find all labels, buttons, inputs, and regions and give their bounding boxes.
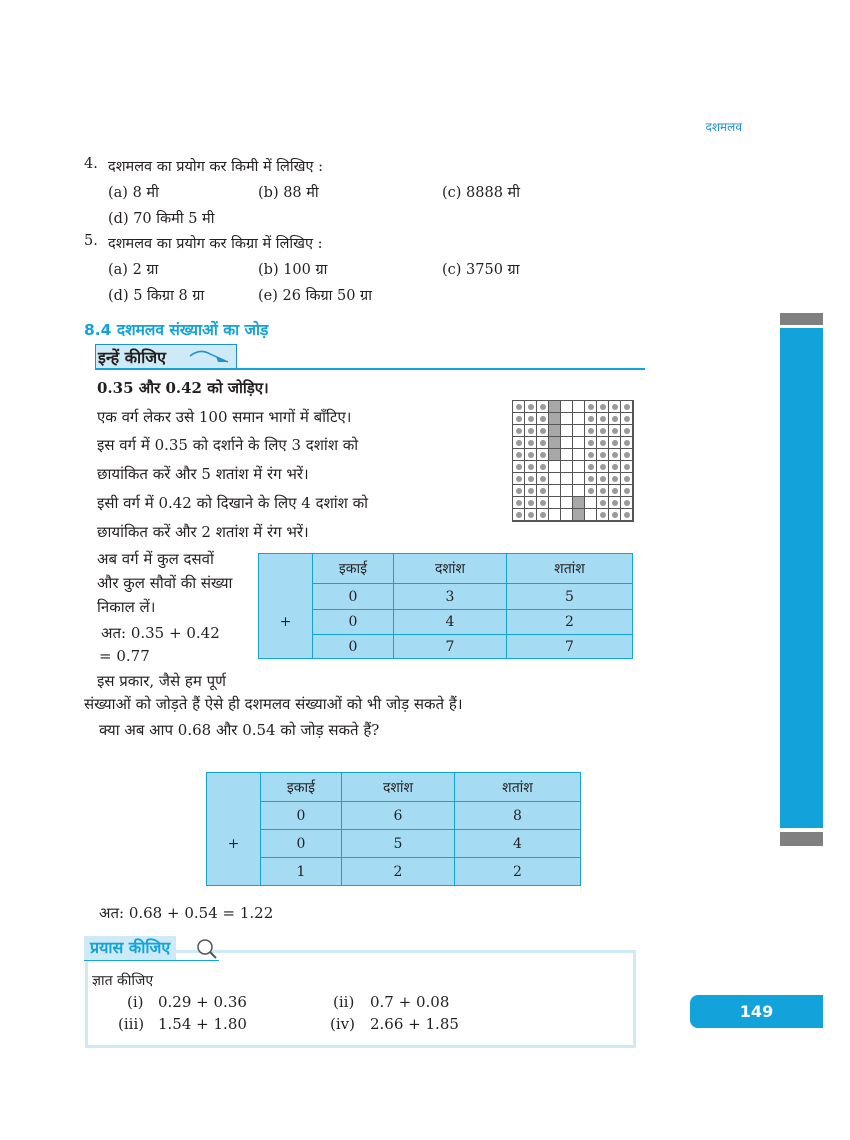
grid-cell: [585, 437, 597, 449]
table1-cell: 7: [394, 635, 507, 659]
magnifier-icon: [196, 938, 218, 960]
grid-cell: [597, 473, 609, 485]
try-item-expr: 1.54 + 1.80: [158, 1015, 247, 1033]
grid-cell: [525, 401, 537, 413]
grid-cell: [597, 449, 609, 461]
grid-cell: [573, 497, 585, 509]
grid-cell: [537, 497, 549, 509]
section-title: 8.4 दशमलव संख्याओं का जोड़: [84, 321, 269, 339]
grid-cell: [585, 497, 597, 509]
grid-cell: [561, 413, 573, 425]
table2-cell: 2: [455, 858, 581, 886]
grid-cell: [537, 437, 549, 449]
grid-cell: [621, 401, 633, 413]
grid-cell: [597, 497, 609, 509]
grid-cell: [621, 497, 633, 509]
grid-cell: [525, 461, 537, 473]
grid-cell: [549, 497, 561, 509]
grid-cell: [585, 401, 597, 413]
activity-line-4: छायांकित करें और 5 शतांश में रंग भरें।: [97, 465, 309, 483]
q4-c: (c) 8888 मी: [442, 185, 520, 201]
grid-cell: [513, 461, 525, 473]
table1-header-hundredths: शतांश: [507, 554, 633, 584]
grid-cell: [525, 413, 537, 425]
grid-cell: [525, 473, 537, 485]
table2-cell: 4: [455, 830, 581, 858]
grid-cell: [525, 485, 537, 497]
place-value-table-1: [258, 553, 633, 659]
grid-cell: [549, 485, 561, 497]
grid-cell: [609, 473, 621, 485]
grid-cell: [609, 461, 621, 473]
grid-cell: [561, 497, 573, 509]
grid-cell: [525, 497, 537, 509]
table1-cell: 0: [313, 610, 394, 635]
grid-cell: [537, 473, 549, 485]
try-item-expr: 0.7 + 0.08: [370, 993, 450, 1011]
table2-cell: 5: [342, 830, 455, 858]
grid-cell: [513, 425, 525, 437]
table1-cell: 4: [394, 610, 507, 635]
grid-cell: [573, 449, 585, 461]
grid-cell: [597, 509, 609, 521]
grid-cell: [537, 485, 549, 497]
grid-cell: [573, 401, 585, 413]
q4-text: दशमलव का प्रयोग कर किमी में लिखिए :: [108, 159, 324, 175]
grid-cell: [513, 497, 525, 509]
grid-cell: [561, 401, 573, 413]
try-item-expr: 2.66 + 1.85: [370, 1015, 459, 1033]
table1-plus-cell: [259, 635, 313, 659]
grid-cell: [525, 425, 537, 437]
grid-cell: [609, 401, 621, 413]
q5-text: दशमलव का प्रयोग कर किग्रा में लिखिए :: [108, 236, 323, 252]
side-bar-bottom: [780, 832, 823, 846]
grid-cell: [621, 485, 633, 497]
grid-cell: [621, 461, 633, 473]
grid-cell: [573, 473, 585, 485]
grid-cell: [609, 437, 621, 449]
grid-cell: [549, 425, 561, 437]
table2-header-hundredths: शतांश: [455, 773, 581, 802]
grid-cell: [621, 509, 633, 521]
grid-cell: [597, 437, 609, 449]
q4-b: (b) 88 मी: [258, 185, 319, 201]
place-value-table-2: [206, 772, 581, 886]
table2-cell: 0: [261, 830, 342, 858]
table1-cell: 3: [394, 584, 507, 610]
grid-cell: [585, 485, 597, 497]
grid-cell: [609, 449, 621, 461]
grid-cell: [597, 485, 609, 497]
grid-cell: [549, 413, 561, 425]
table2-cell: 2: [342, 858, 455, 886]
try-title-underline: [84, 960, 219, 961]
grid-cell: [621, 425, 633, 437]
activity-line-8: और कुल सौवों की संख्या: [97, 574, 233, 592]
grid-cell: [621, 473, 633, 485]
activity-line-7: अब वर्ग में कुल दसवों: [97, 550, 214, 568]
grid-cell: [549, 437, 561, 449]
grid-cell: [609, 413, 621, 425]
grid-cell: [561, 437, 573, 449]
grid-cell: [549, 509, 561, 521]
try-item-label: (i): [127, 993, 144, 1011]
q4-a: (a) 8 मी: [108, 185, 159, 201]
grid-cell: [609, 485, 621, 497]
grid-cell: [585, 425, 597, 437]
grid-cell: [597, 413, 609, 425]
grid-cell: [537, 509, 549, 521]
grid-cell: [573, 437, 585, 449]
page-number: 149: [690, 995, 823, 1028]
grid-cell: [597, 401, 609, 413]
grid-cell: [525, 437, 537, 449]
q5-a: (a) 2 ग्रा: [108, 262, 159, 278]
activity-line-14: क्या अब आप 0.68 और 0.54 को जोड़ सकते हैं?: [99, 721, 380, 739]
grid-cell: [549, 473, 561, 485]
pen-icon: [188, 346, 232, 366]
grid-cell: [537, 425, 549, 437]
grid-cell: [585, 509, 597, 521]
table2-plus-cell: [207, 802, 261, 830]
grid-cell: [561, 449, 573, 461]
grid-cell: [561, 509, 573, 521]
grid-cell: [621, 437, 633, 449]
table1-cell: 2: [507, 610, 633, 635]
grid-cell: [585, 413, 597, 425]
q5-d: (d) 5 किग्रा 8 ग्रा: [108, 288, 205, 304]
grid-cell: [525, 509, 537, 521]
activity-line-5: इसी वर्ग में 0.42 को दिखाने के लिए 4 दशांश को: [97, 494, 369, 512]
table2-plus-sign: +: [207, 830, 261, 858]
grid-cell: [549, 401, 561, 413]
q4-d: (d) 70 किमी 5 मी: [108, 211, 215, 227]
table2-cell: 1: [261, 858, 342, 886]
grid-cell: [609, 425, 621, 437]
q5-number: 5.: [84, 233, 98, 249]
hundred-square-grid: [512, 400, 634, 522]
grid-cell: [585, 461, 597, 473]
grid-cell: [549, 461, 561, 473]
q5-b: (b) 100 ग्रा: [258, 262, 328, 278]
table1-cell: 0: [313, 635, 394, 659]
table1-header-tenths: दशांश: [394, 554, 507, 584]
activity-line-12: इस प्रकार, जैसे हम पूर्ण: [97, 672, 226, 690]
grid-cell: [573, 413, 585, 425]
q5-e: (e) 26 किग्रा 50 ग्रा: [258, 288, 372, 304]
table2-plus-header: [207, 773, 261, 802]
grid-cell: [525, 449, 537, 461]
grid-cell: [573, 461, 585, 473]
grid-cell: [561, 461, 573, 473]
grid-cell: [513, 509, 525, 521]
grid-cell: [585, 449, 597, 461]
grid-cell: [573, 509, 585, 521]
table2-header-tenths: दशांश: [342, 773, 455, 802]
grid-cell: [597, 425, 609, 437]
activity-banner-label: इन्हें कीजिए: [98, 348, 167, 367]
table1-cell: 5: [507, 584, 633, 610]
grid-cell: [621, 449, 633, 461]
try-item-label: (iv): [330, 1015, 355, 1033]
table1-plus-header: [259, 554, 313, 584]
table1-plus-sign: +: [259, 610, 313, 635]
side-bar: [780, 328, 823, 828]
table2-header-units: इकाई: [261, 773, 342, 802]
grid-cell: [621, 413, 633, 425]
grid-cell: [561, 485, 573, 497]
grid-cell: [609, 509, 621, 521]
activity-line-9: निकाल लें।: [97, 598, 156, 616]
grid-cell: [513, 437, 525, 449]
grid-cell: [561, 425, 573, 437]
try-item-label: (iii): [118, 1015, 145, 1033]
grid-cell: [573, 485, 585, 497]
try-item-expr: 0.29 + 0.36: [158, 993, 247, 1011]
try-item-label: (ii): [333, 993, 355, 1011]
table1-cell: 0: [313, 584, 394, 610]
table1-plus-cell: [259, 584, 313, 610]
grid-cell: [585, 473, 597, 485]
table2-cell: 0: [261, 802, 342, 830]
grid-cell: [537, 413, 549, 425]
grid-cell: [549, 449, 561, 461]
activity-line-1: 0.35 और 0.42 को जोड़िए।: [97, 379, 269, 397]
table2-plus-cell: [207, 858, 261, 886]
banner-divider: [95, 368, 645, 370]
q5-c: (c) 3750 ग्रा: [442, 262, 520, 278]
grid-cell: [561, 473, 573, 485]
grid-cell: [513, 485, 525, 497]
grid-cell: [609, 497, 621, 509]
activity-line-13: संख्याओं को जोड़ते हैं ऐसे ही दशमलव संख्याओं को भी जोड़ सकते हैं।: [84, 695, 463, 713]
grid-cell: [513, 473, 525, 485]
table2-cell: 8: [455, 802, 581, 830]
activity-line-10: अत: 0.35 + 0.42: [101, 624, 220, 642]
grid-cell: [537, 401, 549, 413]
table1-cell: 7: [507, 635, 633, 659]
side-bar-top: [780, 313, 823, 325]
try-title: प्रयास कीजिए: [84, 936, 176, 960]
activity-line-11: = 0.77: [99, 647, 150, 665]
grid-cell: [513, 401, 525, 413]
table1-header-units: इकाई: [313, 554, 394, 584]
table2-cell: 6: [342, 802, 455, 830]
result-line: अत: 0.68 + 0.54 = 1.22: [99, 904, 274, 922]
activity-line-6: छायांकित करें और 2 शतांश में रंग भरें।: [97, 523, 309, 541]
activity-line-3: इस वर्ग में 0.35 को दर्शाने के लिए 3 दशांश को: [97, 436, 359, 454]
grid-cell: [573, 425, 585, 437]
chapter-header: दशमलव: [705, 120, 742, 134]
try-prompt: ज्ञात कीजिए: [92, 973, 154, 989]
q4-number: 4.: [84, 156, 98, 172]
grid-cell: [597, 461, 609, 473]
grid-cell: [537, 461, 549, 473]
activity-line-2: एक वर्ग लेकर उसे 100 समान भागों में बाँटिए।: [97, 408, 352, 426]
grid-cell: [513, 413, 525, 425]
grid-cell: [537, 449, 549, 461]
grid-cell: [513, 449, 525, 461]
